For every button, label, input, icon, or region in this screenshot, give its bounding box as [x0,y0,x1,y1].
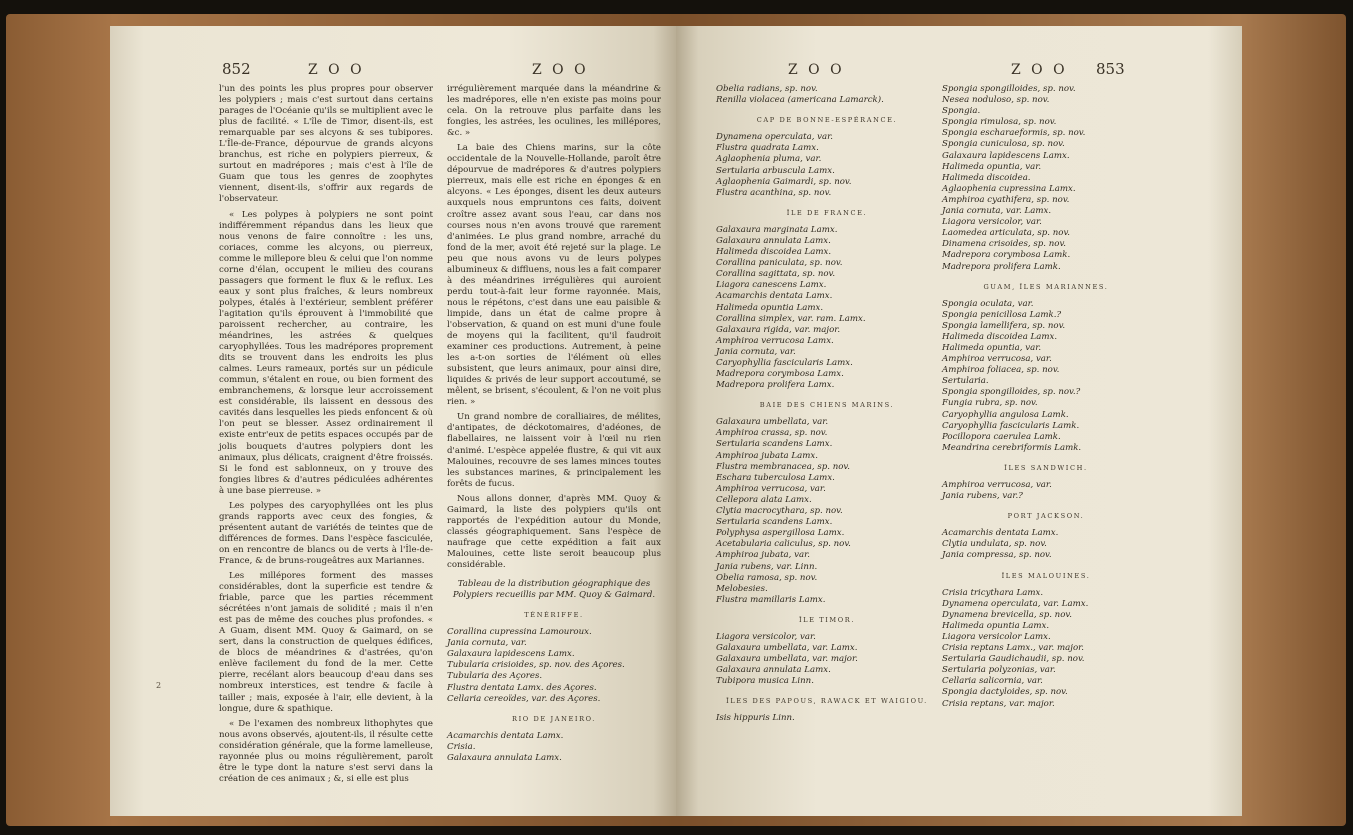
species-entry: Jania cornuta, var. [447,638,527,649]
species-entry: Amphiroa jubata Lamx. [716,450,818,461]
paragraph: Un grand nombre de coralliaires, de mélites, d'antipates, de déckotomaires, d'adéones, de flabellaires, ne laissent voir à l'œil nu rien d'animé. L'espèce appelée flustre, & qui vit aux Malouines, recouvre de ses lames minces toutes les substances marines, & principalement les forêts de fucus. [447,412,661,489]
species-entry: Madrepora corymbosa Lamk. [942,250,1071,261]
species-entry: Fungia rubra, sp. nov. [942,398,1038,409]
running-header: Z O O [1011,62,1068,78]
species-entry: Galaxaura umbellata, var. Lamx. [716,643,858,654]
species-entry: Spongia. [942,106,981,117]
species-list [716,225,938,391]
section-heading: PORT JACKSON. [1007,512,1085,521]
species-entry: Galaxaura annulata Lamx. [447,752,562,763]
species-entry: Amphiroa foliacea, sp. nov. [942,365,1060,376]
species-entry: Halimeda opuntia, var. [942,161,1042,172]
list-column-right [942,84,1150,710]
species-entry: Melobesies. [716,583,768,594]
paragraph: Les polypes des caryophyllées ont les plus grands rapports avec ceux des fongies, & présentent autant de variétés de teintes que de différences de formes. Dans l'espèce fasciculée, on en rencontre de blancs ou de verts à l'Île-de-France, & de bruns-rougeâtres aux Mariannes. [219,500,433,566]
species-entry: Cellaria salicornia, var. [942,676,1043,687]
species-list [716,713,938,724]
species-list [447,627,661,705]
species-entry: Laomedea articulata, sp. nov. [942,228,1071,239]
species-entry: Crisia reptans, var. major. [942,698,1055,709]
species-entry: Flustra mamillaris Lamx. [716,594,826,605]
species-entry: Spongia lamellifera, sp. nov. [942,320,1066,331]
species-list [942,299,1150,454]
species-list [942,528,1150,561]
species-entry: Crisia. [447,741,476,752]
species-entry: Halimeda opuntia, var. [942,343,1042,354]
section-heading: ÎLES MALOUINES. [1001,571,1091,580]
species-entry: Corallina sagittata, sp. nov. [716,269,836,280]
species-entry: Halimeda opuntia Lamx. [716,302,824,313]
species-entry: Galaxaura lapidescens Lamx. [447,649,575,660]
species-entry: Jania cornuta, var. [716,346,796,357]
species-entry: Liagora versicolor, var. [716,631,816,642]
book-spread [110,26,1242,816]
paragraph: La baie des Chiens marins, sur la côte occidentale de la Nouvelle-Hollande, paroît être dépourvue de madrépores & d'autres polypiers pierreux, mais elle est riche en éponges & en alcyons. « Les éponges, disent les deux auteurs auxquels nous empruntons ces faits, doivent croître assez avant sous l'eau, car dans nos courses nous n'en avons trouvé que rarement d'animées. Le plus grand nombre, arraché du fond de la mer, avoit été rejeté sur la plage. Le peu que nous avons vu de leurs polypes albumineux & diffluens, nous les a fait comparer à des méandrines irrégulières qui auroient perdu tout-à-fait leur forme rayonnée. Mais, nous le répétons, c'est dans une eau paisible & limpide, dans un état de calme propre à l'observation, & quand on est muni d'une foule de moyens qui la facilitent, qu'il faudroit examiner ces productions. Autrement, à peine les a-t-on sorties de l'élément où elles subsistent, que leurs animaux, pour ainsi dire, liquides & privés de leur support accoutumé, se mêlent, se brisent, s'écoulent, & l'on ne voit plus rien. » [447,143,661,408]
species-entry: Spongia cuniculosa, sp. nov. [942,139,1065,150]
species-entry: Amphiroa verrucosa Lamx. [716,335,834,346]
paragraph: « De l'examen des nombreux lithophytes que nous avons observés, ajoutent-ils, il résulte cette considération générale, que la forme lamelleuse, rayonnée plus ou moins régulièrement, paroît être le type dont la nature s'est servi dans la création de ces animaux ; &, si elle est plus [219,718,433,784]
section-heading: ÎLES SANDWICH. [1004,463,1088,472]
species-entry: Jania cornuta, var. Lamx. [942,206,1052,217]
species-entry: Flustra acanthina, sp. nov. [716,187,832,198]
species-entry: Dinamena crisoides, sp. nov. [942,239,1067,250]
running-header: Z O O [532,62,589,78]
species-entry: Meandrina cerebriformis Lamk. [942,442,1082,453]
species-list [716,84,938,106]
species-entry: Sertularia scandens Lamx. [716,439,833,450]
right-page [676,26,1242,816]
section-heading: RIO DE JANEIRO. [512,714,596,723]
species-entry: Spongia spongilloides, sp. nov. [942,84,1076,94]
species-entry: Liagora versicolor Lamx. [942,631,1051,642]
species-entry: Tubipora musica Linn. [716,676,814,687]
species-entry: Halimeda discoidea Lamx. [716,247,832,258]
species-list [716,632,938,687]
species-entry: Flustra quadrata Lamx. [716,143,819,154]
section-heading: BAIE DES CHIENS MARINS. [759,401,895,410]
species-list [716,417,938,606]
text-column-left [219,84,433,789]
species-entry: Jania compressa, sp. nov. [942,550,1052,561]
species-entry: Dynamena operculata, var. Lamx. [942,598,1089,609]
species-entry: Spongia spongilloides, sp. nov.? [942,387,1081,398]
species-entry: Acetabularia caliculus, sp. nov. [716,539,851,550]
species-entry: Aglaophenia cupressina Lamx. [942,183,1076,194]
species-entry: Crisia tricythara Lamx. [942,587,1044,598]
species-entry: Halimeda discoidea. [942,172,1031,183]
species-entry: Obelia radians, sp. nov. [716,84,818,94]
species-entry: Sertularia Gaudichaudii, sp. nov. [942,654,1085,665]
text-column-right [447,84,661,764]
section-heading: ÎLE TIMOR. [798,615,856,624]
species-entry: Sertularia. [942,376,989,387]
species-entry: Cellepora alata Lamx. [716,494,812,505]
paragraph: l'un des points les plus propres pour observer les polypiers ; mais c'est surtout dans certains parages de l'Océanie qu'ils se multiplient avec le plus de facilité. « L'île de Timor, disent-ils, est remarquable par ses alcyons & ses tubipores. L'Île-de-France, dépourvue de grands alcyons branchus, est riche en polypiers pierreux, & surtout en madrépores ; mais c'est à l'île de Guam que tous les genres de zoophytes viennent, disent-ils, s'offrir aux regards de l'observateur. [219,84,433,205]
paragraph: « Les polypes à polypiers ne sont point indifféremment répandus dans les lieux que nous venons de faire connoître : les uns, coriaces, comme les alcyons, ou pierreux, comme le millepore bleu & celui que l'on nomme corne d'élan, occupent le milieu des courans passagers que forment le flux & le reflux. Les eaux y sont plus fraîches, & leurs nombreux polypes, étalés à l'extérieur, semblent préférer l'agitation qu'ils éprouvent à l'immobilité que paroissent rechercher, au contraire, les méandrines, les astrées & quelques caryophyllées. Tous les madrépores proprement dits se trouvent dans les endroits les plus calmes. Leurs rameaux, portés sur un pédicule commun, s'étalent en roue, ou bien forment des embranchemens, & lorsque leur accroissement est considérable, ils laissent en dessous des cavités dans lesquelles les pieds enfoncent & où l'on peut se blesser. Assez ordinairement il existe entr'eux de petits espaces occupés par de jolis bouquets d'autres polypiers dont les animaux, plus délicats, craignent d'être froissés. Si le fond est sablonneux, on y trouve des fongies libres & d'autres pédiculées adhérentes à une base pierreuse. » [219,209,433,496]
section-heading: CAP DE BONNE-ESPÉRANCE. [756,116,898,125]
species-entry: Dynamena operculata, var. [716,132,834,143]
paragraph: irrégulièrement marquée dans la méandrine & les madrépores, elle n'en existe pas moins pour cela. On la retrouve plus parfaite dans les fongies, les astrées, les oculines, les millépores, &c. » [447,84,661,139]
left-page [110,26,676,816]
species-entry: Galaxaura umbellata, var. major. [716,654,858,665]
species-entry: Acamarchis dentata Lamx. [716,291,833,302]
species-entry: Spongia penicillosa Lamk.? [942,309,1062,320]
page-number: 852 [222,60,251,78]
species-entry: Liagora versicolor, var. [942,217,1042,228]
species-entry: Aglaophenia pluma, var. [716,154,822,165]
species-entry: Renilla violacea (americana Lamarck). [716,95,884,106]
species-entry: Amphiroa cyathifera, sp. nov. [942,194,1070,205]
species-entry: Amphiroa jubata, var. [716,550,811,561]
species-entry: Tubularia crisioides, sp. nov. des Açores. [447,660,625,671]
species-entry: Polyphysa aspergillosa Lamx. [716,528,845,539]
paragraph: Nous allons donner, d'après MM. Quoy & Gaimard, la liste des polypiers qu'ils ont rapportés de l'expédition autour du Monde, classés géographiquement. Sans l'espèce de naufrage que cette expédition a fait aux Malouines, cette liste seroit beaucoup plus considérable. [447,493,661,570]
species-entry: Galaxaura marginata Lamx. [716,224,838,235]
species-entry: Caryophyllia fascicularis Lamk. [942,420,1080,431]
species-entry: Flustra dentata Lamx. des Açores. [447,682,597,693]
margin-mark: 2 [156,681,162,690]
section-heading: ÎLES DES PAPOUS, RAWACK ET WAIGIOU. [726,697,928,706]
species-entry: Dynamena brevicella, sp. nov. [942,609,1072,620]
section-heading: GUAM, ÎLES MARIANNES. [983,282,1109,291]
species-entry: Amphiroa verrucosa, var. [942,354,1052,365]
species-entry: Spongia dactyloides, sp. nov. [942,687,1068,698]
species-entry: Clytia macrocythara, sp. nov. [716,506,843,517]
species-entry: Obelia ramosa, sp. nov. [716,572,818,583]
species-entry: Sertularia scandens Lamx. [716,517,833,528]
section-heading: ÎLE DE FRANCE. [786,208,868,217]
species-entry: Galaxaura annulata Lamx. [716,665,831,676]
species-entry: Tubularia des Açores. [447,671,543,682]
species-entry: Galaxaura lapidescens Lamx. [942,150,1070,161]
species-entry: Sertularia arbuscula Lamx. [716,165,835,176]
species-entry: Corallina cupressina Lamouroux. [447,627,592,638]
species-list [716,132,938,199]
species-list [942,84,1150,273]
running-header: Z O O [308,62,365,78]
species-entry: Galaxaura rigida, var. major. [716,324,841,335]
species-entry: Clytia undulata, sp. nov. [942,539,1047,550]
species-entry: Nesea noduloso, sp. nov. [942,95,1050,106]
species-entry: Caryophyllia angulosa Lamk. [942,409,1069,420]
species-entry: Spongia rimulosa, sp. nov. [942,117,1057,128]
species-entry: Madrepora prolifera Lamk. [942,261,1061,272]
species-entry: Cellaria cereoïdes, var. des Açores. [447,693,601,704]
species-entry: Galaxaura annulata Lamx. [716,235,831,246]
species-entry: Amphiroa verrucosa, var. [716,483,826,494]
species-entry: Aglaophenia Gaimardi, sp. nov. [716,176,852,187]
species-entry: Spongia escharaeformis, sp. nov. [942,128,1086,139]
page-number: 853 [1096,60,1125,78]
species-entry: Liagora canescens Lamx. [716,280,827,291]
species-entry: Pocillopora caerulea Lamk. [942,431,1061,442]
table-title: Tableau de la distribution géographique des Polypiers recueillis par MM. Quoy & Gaimard. [452,579,656,601]
species-entry: Corallina simplex, var. ram. Lamx. [716,313,866,324]
section-heading: TÉNÉRIFFE. [524,611,584,620]
species-list [942,480,1150,502]
species-entry: Halimeda discoidea Lamx. [942,331,1058,342]
paragraph: Les millépores forment des masses considérables, dont la superficie est tendre & friable, parce que les parties récemment sécrétées n'ont jamais de solidité ; mais il n'en est pas de même des couches plus profondes. « A Guam, disent MM. Quoy & Gaimard, on se sert, dans la construction de quelques édifices, de blocs de méandrines & d'astrées, qu'on enlève facilement du fond de la mer. Cette pierre, recélant alors beaucoup d'eau dans ses nombreux interstices, est tendre & facile à tailler ; mais, exposée à l'air, elle devient, à la longue, dure & spathique. [219,571,433,714]
species-entry: Corallina paniculata, sp. nov. [716,258,843,269]
species-list [942,588,1150,710]
species-entry: Acamarchis dentata Lamx. [447,730,564,741]
species-entry: Flustra membranacea, sp. nov. [716,461,850,472]
species-entry: Madrepora prolifera Lamx. [716,380,835,391]
species-list [447,731,661,764]
species-entry: Madrepora corymbosa Lamx. [716,369,844,380]
species-entry: Caryophyllia fascicularis Lamx. [716,357,853,368]
species-entry: Galaxaura umbellata, var. [716,417,829,428]
species-entry: Crisia reptans Lamx., var. major. [942,643,1085,654]
species-entry: Amphiroa crassa, sp. nov. [716,428,828,439]
species-entry: Amphiroa verrucosa, var. [942,480,1052,490]
running-header: Z O O [788,62,845,78]
species-entry: Acamarchis dentata Lamx. [942,528,1059,539]
species-entry: Jania rubens, var.? [942,491,1023,502]
species-entry: Halimeda opuntia Lamx. [942,620,1050,631]
list-column-left [716,84,938,725]
species-entry: Jania rubens, var. Linn. [716,561,818,572]
species-entry: Sertularia polyzonias, var. [942,665,1056,676]
species-entry: Isis hippuris Linn. [716,713,795,724]
species-entry: Spongia oculata, var. [942,298,1034,309]
species-entry: Eschara tuberculosa Lamx. [716,472,835,483]
